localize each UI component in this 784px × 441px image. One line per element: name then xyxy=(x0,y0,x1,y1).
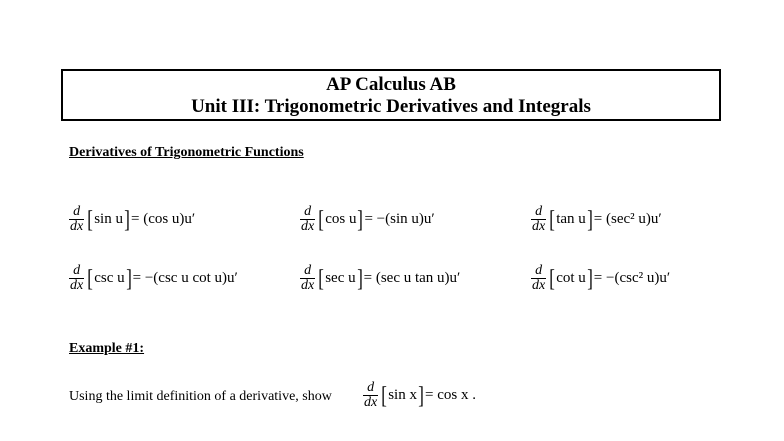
formula-lhs: cot u xyxy=(556,270,586,286)
formula-sec: $\frac{d}{dx}$ [ sec u ] = (sec u tan u)u′ xyxy=(301,263,461,293)
title-box xyxy=(61,69,721,121)
derivative-operator: $\frac{d}{dx}$ xyxy=(532,263,546,293)
example-text: Using the limit definition of a derivative, show xyxy=(69,389,332,404)
formula-lhs: csc u xyxy=(94,270,125,286)
formula-rhs: = cos x . xyxy=(424,387,476,403)
formula-csc: $\frac{d}{dx}$ [ csc u ] = −(csc u cot u)u′ xyxy=(70,263,238,293)
formula-rhs: = −(csc u cot u)u′ xyxy=(132,270,238,286)
derivative-operator: $\frac{d}{dx}$ xyxy=(70,263,84,293)
formula-lhs: sec u xyxy=(325,270,356,286)
formula-rhs: = (cos u)u′ xyxy=(130,211,196,227)
formula-sin: $\frac{d}{dx}$ [ sin u ] = (cos u)u′ xyxy=(70,204,196,234)
formula-lhs: tan u xyxy=(556,211,586,227)
formula-lhs: cos u xyxy=(325,211,357,227)
formula-rhs: = −(sin u)u′ xyxy=(364,211,435,227)
example-heading: Example #1: xyxy=(69,341,145,356)
formula-lhs: sin u xyxy=(94,211,123,227)
example-formula: $\frac{d}{dx}$ [ sin x ] = cos x . xyxy=(364,380,476,410)
title-course: AP Calculus AB xyxy=(326,74,456,95)
derivative-operator: $\frac{d}{dx}$ xyxy=(301,263,315,293)
formula-rhs: = −(csc² u)u′ xyxy=(593,270,671,286)
formula-tan: $\frac{d}{dx}$ [ tan u ] = (sec² u)u′ xyxy=(532,204,662,234)
derivative-operator: $\frac{d}{dx}$ xyxy=(301,204,315,234)
derivative-operator: $\frac{d}{dx}$ xyxy=(532,204,546,234)
formula-rhs: = (sec u tan u)u′ xyxy=(363,270,461,286)
formula-rhs: = (sec² u)u′ xyxy=(593,211,662,227)
derivative-operator: $\frac{d}{dx}$ xyxy=(70,204,84,234)
formula-cot: $\frac{d}{dx}$ [ cot u ] = −(csc² u)u′ xyxy=(532,263,671,293)
derivative-operator: $\frac{d}{dx}$ xyxy=(364,380,378,410)
section-heading: Derivatives of Trigonometric Functions xyxy=(69,145,304,160)
formula-cos: $\frac{d}{dx}$ [ cos u ] = −(sin u)u′ xyxy=(301,204,435,234)
formula-lhs: sin x xyxy=(388,387,417,403)
title-unit: Unit III: Trigonometric Derivatives and Integrals xyxy=(191,96,591,117)
